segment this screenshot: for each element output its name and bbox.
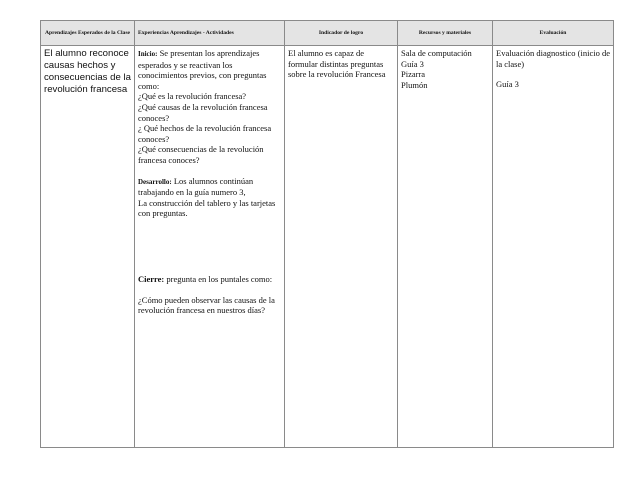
header-evaluacion: Evaluación (493, 21, 614, 46)
header-aprendizajes: Aprendizajes Esperados de la Clase (41, 21, 135, 46)
cell-indicador (285, 46, 398, 448)
question-3: ¿ Qué hechos de la revolución francesa conoces? (138, 123, 272, 144)
cierre-text: pregunta en los puntales como: (166, 273, 273, 284)
content-row (41, 46, 614, 448)
header-indicador: Indicador de logro (285, 21, 398, 46)
inicio-block (138, 48, 281, 91)
header-experiencias: Experiencias Aprendizajes - Actividades (135, 21, 285, 46)
recurso-2: Guía 3 (401, 58, 424, 69)
desarrollo-block (138, 176, 281, 198)
recurso-1: Sala de computación (401, 48, 472, 58)
cell-actividades (135, 46, 285, 448)
cell-aprendizajes (41, 46, 135, 448)
cell-recursos (398, 46, 493, 448)
cierre-question: ¿Cómo pueden observar las causas de la revolución francesa en nuestros días? (138, 294, 275, 316)
cierre-block (138, 274, 281, 285)
cierre-label: Cierre: (138, 273, 165, 284)
indicador-text: El alumno es capaz de formular distintas preguntas sobre la revolución Francesa (288, 48, 386, 80)
recurso-4: Plumón (401, 79, 428, 90)
question-2: ¿Qué causas de la revolución francesa conoces? (138, 101, 268, 123)
evaluacion-guia: Guía 3 (496, 79, 519, 90)
inicio-text: Se presentan los aprendizajes esperados y se reactivan los conocimientos previos, con preguntas como: (138, 48, 267, 91)
header-row (41, 21, 614, 46)
aprendizaje-text: El alumno reconoce causas hechos y consecuencias de la revolución francesa (44, 48, 131, 95)
inicio-label: Inicio: (138, 50, 158, 58)
question-1: ¿Qué es la revolución francesa? (138, 91, 247, 102)
desarrollo-text: Los alumnos continúan trabajando en la guía numero 3, (138, 175, 254, 198)
desarrollo-text-2: La construcción del tablero y las tarjetas con preguntas. (138, 197, 276, 219)
lesson-plan-table (40, 20, 614, 448)
desarrollo-label: Desarrollo: (138, 177, 172, 186)
question-4: ¿Qué consecuencias de la revolución francesa conoces? (138, 144, 264, 165)
cell-evaluacion (493, 46, 614, 448)
recurso-3: Pizarra (401, 69, 426, 80)
evaluacion-diagnostico: Evaluación diagnostico (inicio de la clase) (496, 48, 611, 69)
header-recursos: Recursos y materiales (398, 21, 493, 46)
